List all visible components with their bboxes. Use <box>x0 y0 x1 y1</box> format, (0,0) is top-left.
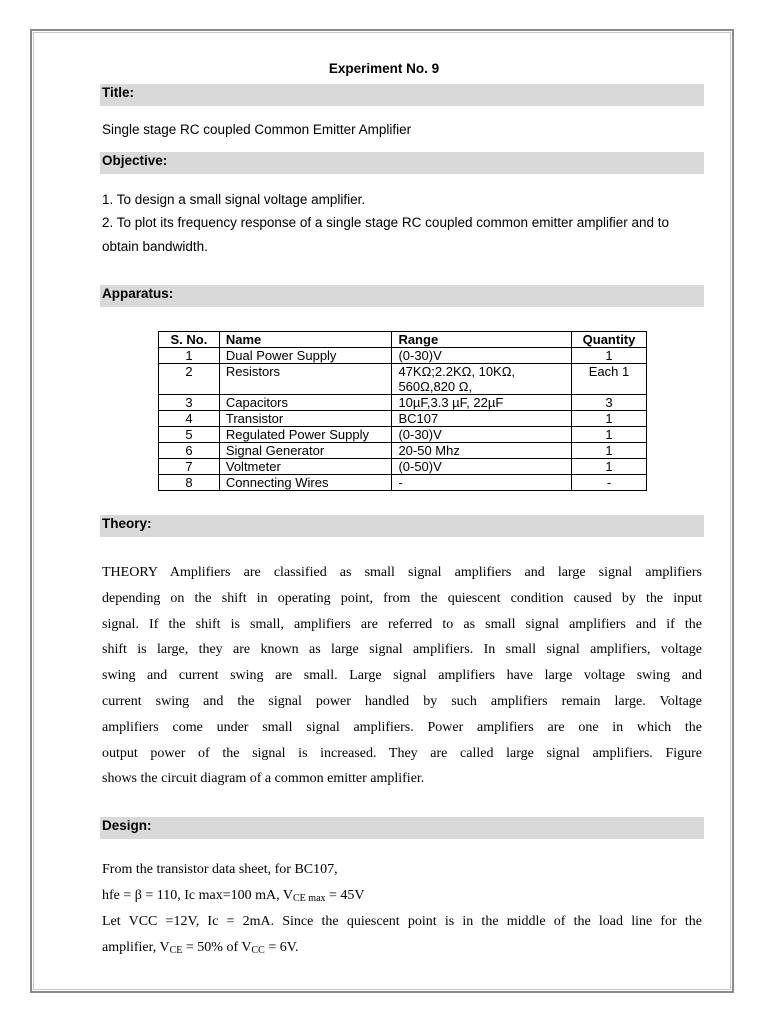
theory-line-2: depending on the shift in operating point, from the quiescent condition caused by the input <box>102 590 702 606</box>
col-header-sno: S. No. <box>159 332 220 348</box>
design-line-2-a: hfe = β = 110, Ic max=100 mA, V <box>102 888 294 903</box>
apparatus-heading: Apparatus: <box>100 285 704 307</box>
objective-item-1: 1. To design a small signal voltage amplifier. <box>102 192 366 207</box>
cell-qty: 1 <box>572 427 647 443</box>
table-row <box>159 364 647 395</box>
cell-name: Resistors <box>219 364 392 395</box>
design-line-2-sub: CE max <box>293 893 326 904</box>
objective-heading: Objective: <box>100 152 704 174</box>
theory-line-4: shift is large, they are known as large signal amplifiers. In small signal amplifiers, voltage <box>102 642 702 658</box>
cell-name: Regulated Power Supply <box>219 427 392 443</box>
cell-range: 20-50 Mhz <box>392 443 572 459</box>
table-row <box>159 348 647 364</box>
theory-line-1: THEORY Amplifiers are classified as small signal amplifiers and large signal amplifiers <box>102 565 702 580</box>
design-line-3: Let VCC =12V, Ic = 2mA. Since the quiescent point is in the middle of the load line for the <box>102 914 702 929</box>
table-row <box>159 443 647 459</box>
design-line-4-sub1: CE <box>169 945 183 956</box>
title-heading: Title: <box>100 84 704 106</box>
table-row <box>159 475 647 491</box>
cell-sno: 8 <box>159 475 220 491</box>
cell-qty: 1 <box>572 348 647 364</box>
table-row <box>159 395 647 411</box>
cell-sno: 4 <box>159 411 220 427</box>
cell-sno: 1 <box>159 348 220 364</box>
table-row <box>159 459 647 475</box>
cell-sno: 6 <box>159 443 220 459</box>
design-line-2 <box>102 888 702 904</box>
cell-range: (0-50)V <box>392 459 572 475</box>
col-header-name: Name <box>219 332 392 348</box>
cell-range-line-1: 47KΩ;2.2KΩ, 10KΩ, <box>398 364 516 379</box>
col-header-quantity: Quantity <box>572 332 647 348</box>
design-line-4-a: amplifier, V <box>102 940 170 955</box>
table-row <box>159 427 647 443</box>
cell-range: 10µF,3.3 µF, 22µF <box>392 395 572 411</box>
objective-item-2-cont: obtain bandwidth. <box>102 239 208 254</box>
page-border-inner <box>33 32 731 990</box>
cell-name: Voltmeter <box>219 459 392 475</box>
design-line-4-b: = 50% of V <box>182 940 252 955</box>
objective-item-2: 2. To plot its frequency response of a single stage RC coupled common emitter amplifier and to <box>102 215 670 230</box>
cell-name: Connecting Wires <box>219 475 392 491</box>
cell-name: Signal Generator <box>219 443 392 459</box>
cell-name: Capacitors <box>219 395 392 411</box>
cell-sno: 2 <box>159 364 220 395</box>
design-line-4-sub2: CC <box>251 945 265 956</box>
theory-line-7: amplifiers come under small signal amplifiers. Power amplifiers are one in which the <box>102 719 702 735</box>
experiment-title: Experiment No. 9 <box>328 61 440 76</box>
theory-paragraph <box>102 560 702 792</box>
theory-line-5: swing and current swing are small. Large signal amplifiers have large voltage swing and <box>102 668 702 684</box>
cell-qty: 1 <box>572 411 647 427</box>
cell-sno: 7 <box>159 459 220 475</box>
cell-qty: 1 <box>572 443 647 459</box>
cell-qty: 1 <box>572 459 647 475</box>
cell-range: (0-30)V <box>392 348 572 364</box>
design-line-4 <box>102 940 702 956</box>
cell-qty: - <box>572 475 647 491</box>
cell-range-line-2: 560Ω,820 Ω, <box>398 379 473 394</box>
design-line-4-c: = 6V. <box>264 940 299 955</box>
cell-sno: 3 <box>159 395 220 411</box>
table-header-row <box>159 332 647 348</box>
theory-line-6: current swing and the signal power handled by such amplifiers remain large. Voltage <box>102 693 702 709</box>
table-row <box>159 411 647 427</box>
theory-heading: Theory: <box>100 515 704 537</box>
design-line-1: From the transistor data sheet, for BC107, <box>102 862 338 877</box>
cell-qty: Each 1 <box>572 364 647 395</box>
cell-qty: 3 <box>572 395 647 411</box>
apparatus-table <box>158 331 647 491</box>
cell-range: - <box>392 475 572 491</box>
design-line-2-b: = 45V <box>325 888 365 903</box>
title-text: Single stage RC coupled Common Emitter Amplifier <box>102 122 412 137</box>
cell-range: BC107 <box>392 411 572 427</box>
theory-line-3: signal. If the shift is small, amplifiers are referred to as small signal amplifiers and if the <box>102 616 702 632</box>
cell-range: (0-30)V <box>392 427 572 443</box>
cell-range <box>392 364 572 395</box>
cell-name: Transistor <box>219 411 392 427</box>
theory-line-9: shows the circuit diagram of a common emitter amplifier. <box>102 771 425 787</box>
cell-sno: 5 <box>159 427 220 443</box>
cell-name: Dual Power Supply <box>219 348 392 364</box>
design-heading: Design: <box>100 817 704 839</box>
theory-line-8: output power of the signal is increased. They are called large signal amplifiers. Figure <box>102 745 702 761</box>
col-header-range: Range <box>392 332 572 348</box>
